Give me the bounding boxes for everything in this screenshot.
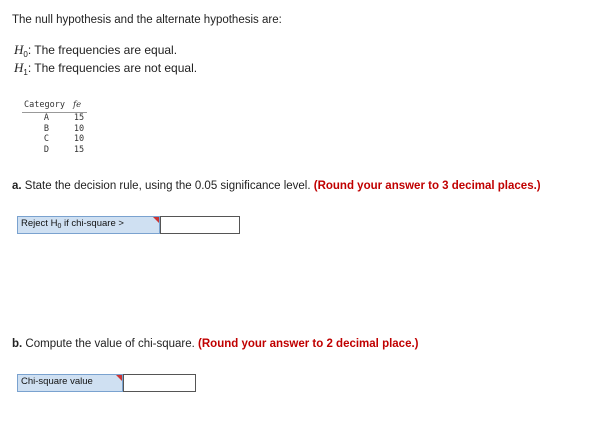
table-header-fe: fe (72, 100, 82, 110)
flag-marker-icon (116, 375, 122, 381)
h1-symbol: H (14, 60, 24, 75)
part-a-question (12, 180, 541, 192)
table-cell-category: C (43, 134, 50, 145)
part-a-instruction: (Round your answer to 3 decimal places.) (313, 180, 541, 192)
part-a-prefix: a. (12, 180, 22, 192)
table-row (22, 145, 87, 156)
part-b-text: Compute the value of chi-square. (22, 338, 199, 350)
alternate-hypothesis (14, 60, 197, 77)
h0-text: : The frequencies are equal. (27, 43, 178, 57)
table-row (22, 113, 87, 124)
h1-subscript: 1 (23, 68, 28, 77)
h0-symbol: H (14, 42, 24, 57)
reject-h0-label (17, 216, 160, 234)
table-cell-category: B (43, 123, 50, 134)
table-cell-fe: 10 (73, 134, 85, 145)
reject-label-post: if chi-square > (61, 218, 124, 229)
flag-marker-icon (153, 217, 159, 223)
table-row (22, 124, 87, 135)
table-cell-category: D (43, 144, 50, 155)
reject-label-pre: Reject H (21, 218, 58, 229)
frequency-table (22, 100, 87, 155)
part-a-text: State the decision rule, using the 0.05 significance level. (21, 180, 314, 192)
chi-square-value-input[interactable] (124, 378, 195, 394)
critical-value-input[interactable] (161, 220, 239, 236)
table-cell-category: A (43, 113, 50, 124)
part-b-prefix: b. (12, 338, 23, 350)
h0-subscript: 0 (23, 50, 28, 59)
chi-square-label-text: Chi-square value (21, 376, 93, 387)
table-cell-fe: 15 (73, 113, 85, 124)
table-header-category: Category (24, 100, 65, 110)
table-row (22, 134, 87, 145)
part-b-question (12, 338, 419, 350)
critical-value-field[interactable] (160, 216, 240, 234)
null-hypothesis (14, 42, 177, 59)
table-cell-fe: 15 (73, 144, 85, 155)
chi-square-label (17, 374, 123, 392)
chi-square-value-field[interactable] (123, 374, 196, 392)
reject-label-sub: 0 (57, 223, 62, 230)
intro-text: The null hypothesis and the alternate hypothesis are: (12, 14, 282, 26)
h1-text: : The frequencies are not equal. (27, 61, 198, 75)
table-cell-fe: 10 (73, 123, 85, 134)
part-b-instruction: (Round your answer to 2 decimal place.) (198, 338, 419, 350)
